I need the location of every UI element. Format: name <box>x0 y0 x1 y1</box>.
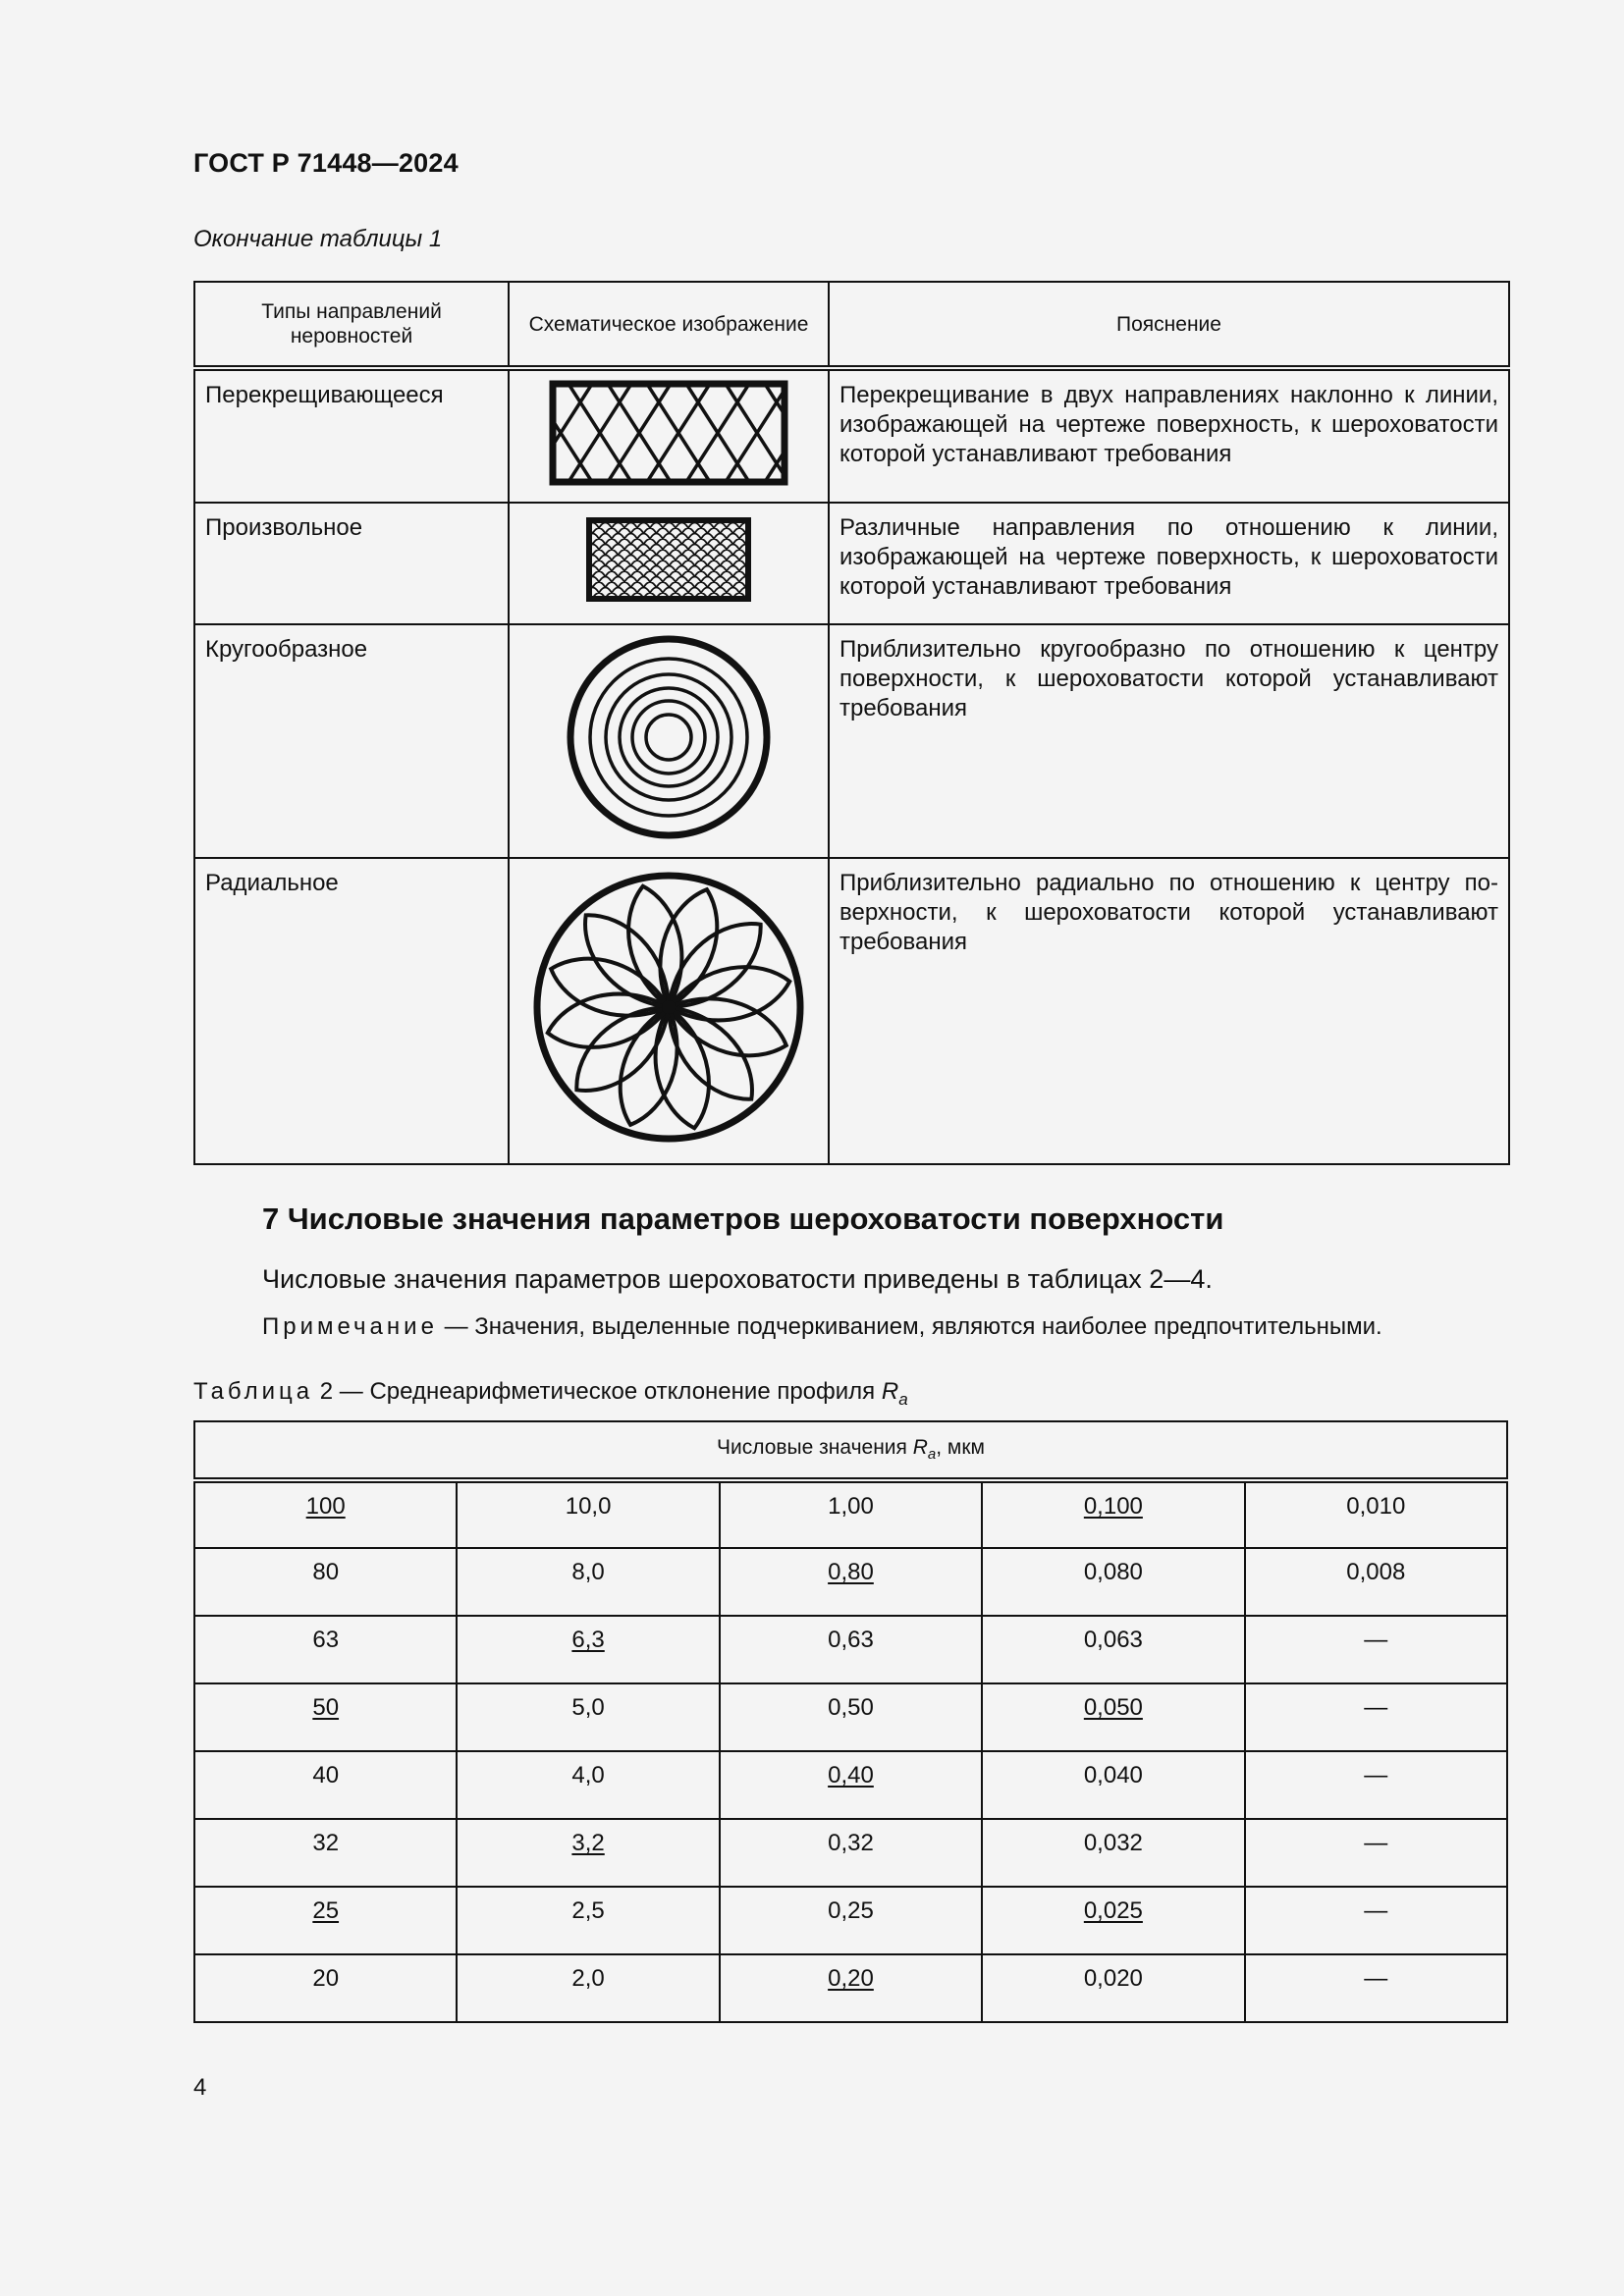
table-row <box>194 503 1509 624</box>
col-header-schema: Схематическое изображение <box>509 282 829 368</box>
ra-values-table <box>193 1420 1508 2023</box>
ra-value-cell: 20 <box>194 1954 457 2022</box>
ra-value-cell: — <box>1245 1954 1507 2022</box>
ra-value-cell: 0,040 <box>982 1751 1244 1819</box>
ra-value-cell: 0,50 <box>720 1683 982 1751</box>
ra-value-cell: 5,0 <box>457 1683 719 1751</box>
concentric-circles-icon <box>565 633 773 841</box>
ra-value-cell: 1,00 <box>720 1480 982 1548</box>
radial-petals-icon <box>529 868 808 1147</box>
ra-value-cell: — <box>1245 1887 1507 1954</box>
ra-value-cell: 0,010 <box>1245 1480 1507 1548</box>
table2-caption-symbol: R <box>881 1378 899 1405</box>
ra-value-cell: — <box>1245 1683 1507 1751</box>
ra-value-cell: 3,2 <box>457 1819 719 1887</box>
ra-value-cell: 0,050 <box>982 1683 1244 1751</box>
direction-explanation: Перекрещивание в двух направлениях наклонно к линии, изображающей на чертеже поверхность, к шероховатости которой устанавливают требования <box>829 368 1509 503</box>
table2-caption-subscript: a <box>898 1389 908 1409</box>
ra-value-cell: — <box>1245 1819 1507 1887</box>
ra-value-cell: 80 <box>194 1548 457 1616</box>
ra-value-cell: 0,100 <box>982 1480 1244 1548</box>
table-row <box>194 858 1509 1164</box>
table-row <box>194 1887 1507 1954</box>
direction-type: Произвольное <box>194 503 509 624</box>
page-number: 4 <box>193 2074 207 2101</box>
table-continuation-label: Окончание таблицы 1 <box>193 226 443 252</box>
ra-value-cell: 100 <box>194 1480 457 1548</box>
direction-explanation: Приблизительно кругообразно по отношению к центру поверхности, к шероховатости которой устанавливают требования <box>829 624 1509 858</box>
crosshatch-pattern-icon <box>549 380 788 486</box>
ra-value-cell: 0,080 <box>982 1548 1244 1616</box>
table2-caption-word: Таблица <box>193 1378 314 1405</box>
ra-value-cell: 0,020 <box>982 1954 1244 2022</box>
table-row <box>194 624 1509 858</box>
ra-value-cell: 0,008 <box>1245 1548 1507 1616</box>
direction-type: Радиальное <box>194 858 509 1164</box>
ra-value-cell: 0,032 <box>982 1819 1244 1887</box>
direction-type: Кругообразное <box>194 624 509 858</box>
header-subscript: a <box>927 1446 937 1464</box>
table-row <box>194 1616 1507 1683</box>
ra-value-cell: 63 <box>194 1616 457 1683</box>
ra-value-cell: 0,25 <box>720 1887 982 1954</box>
ra-value-cell: 4,0 <box>457 1751 719 1819</box>
ra-value-cell: 8,0 <box>457 1548 719 1616</box>
note <box>262 1313 1382 1341</box>
random-scales-pattern-icon <box>586 517 751 602</box>
table-row <box>194 1954 1507 2022</box>
col-header-type: Типы направлений неровностей <box>194 282 509 368</box>
ra-value-cell: 32 <box>194 1819 457 1887</box>
table-row <box>194 368 1509 503</box>
table-row <box>194 1548 1507 1616</box>
table2-caption <box>193 1378 908 1410</box>
note-label: Примечание <box>262 1313 438 1340</box>
ra-value-cell: 0,63 <box>720 1616 982 1683</box>
ra-value-cell: 50 <box>194 1683 457 1751</box>
ra-value-cell: 25 <box>194 1887 457 1954</box>
ra-value-cell: 2,0 <box>457 1954 719 2022</box>
header-prefix: Числовые значения <box>716 1436 913 1460</box>
table-row <box>194 1683 1507 1751</box>
ra-value-cell: 10,0 <box>457 1480 719 1548</box>
header-suffix: , мкм <box>936 1436 985 1460</box>
document-header: ГОСТ Р 71448—2024 <box>193 148 459 178</box>
note-text: — Значения, выделенные подчеркиванием, являются наиболее предпочтительными. <box>437 1313 1382 1340</box>
direction-type: Перекрещивающееся <box>194 368 509 503</box>
table-row <box>194 1480 1507 1548</box>
ra-value-cell: — <box>1245 1616 1507 1683</box>
ra-value-cell: 0,32 <box>720 1819 982 1887</box>
col-header-explanation: Пояснение <box>829 282 1509 368</box>
surface-direction-table <box>193 281 1510 1165</box>
ra-value-cell: 40 <box>194 1751 457 1819</box>
ra-value-cell: 2,5 <box>457 1887 719 1954</box>
ra-values-header <box>194 1421 1507 1480</box>
ra-value-cell: 0,025 <box>982 1887 1244 1954</box>
ra-value-cell: 0,80 <box>720 1548 982 1616</box>
ra-value-cell: 0,20 <box>720 1954 982 2022</box>
ra-value-cell: — <box>1245 1751 1507 1819</box>
table-row <box>194 1751 1507 1819</box>
header-symbol: R <box>912 1436 928 1460</box>
section-paragraph: Числовые значения параметров шероховатости приведены в таблицах 2—4. <box>262 1264 1213 1294</box>
table2-caption-title: 2 — Среднеарифметическое отклонение профиля <box>313 1378 882 1405</box>
ra-value-cell: 0,40 <box>720 1751 982 1819</box>
direction-explanation: Различные направления по отношению к линии, изображающей на чертеже поверхность, к шероховатости которой устанавливают требования <box>829 503 1509 624</box>
ra-value-cell: 0,063 <box>982 1616 1244 1683</box>
ra-value-cell: 6,3 <box>457 1616 719 1683</box>
section-heading: 7 Числовые значения параметров шероховатости поверхности <box>262 1201 1224 1236</box>
direction-explanation: Приблизительно радиально по отношению к центру поверхности, к шероховатости которой устанавливают требования <box>829 858 1509 1164</box>
table-row <box>194 1819 1507 1887</box>
